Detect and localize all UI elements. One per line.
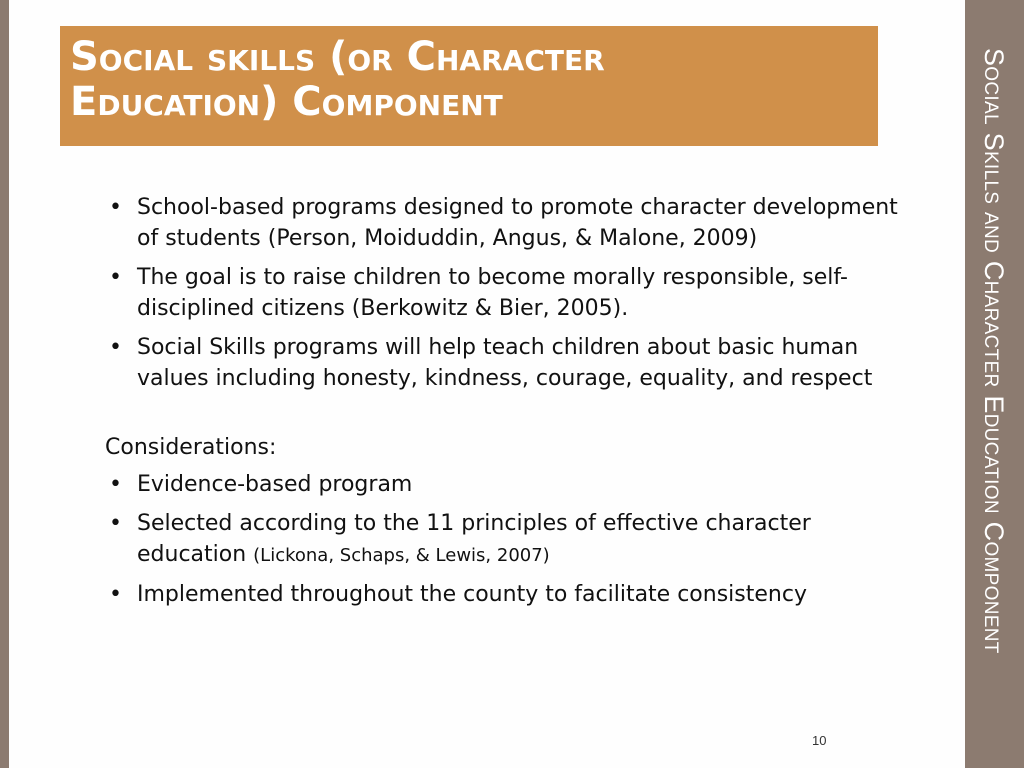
- consideration-text: Selected according to the 11 principles of effective character education: [137, 511, 811, 567]
- bullet-dot-icon: •: [109, 335, 122, 360]
- consideration-text: Evidence-based program: [137, 472, 413, 497]
- bullet-item: [105, 332, 915, 394]
- left-accent-bar: [0, 0, 9, 768]
- consideration-item: [105, 469, 915, 500]
- main-bullet-list: [105, 192, 915, 394]
- bullet-text: School-based programs designed to promote character development of students (Person, Moiduddin, Angus, & Malone, 2009): [137, 195, 898, 251]
- title-box: [60, 26, 878, 146]
- bullet-text: Social Skills programs will help teach children about basic human values including honesty, kindness, courage, equality, and respect: [137, 335, 873, 391]
- consideration-text: Implemented throughout the county to facilitate consistency: [137, 582, 807, 607]
- consideration-item: [105, 508, 915, 571]
- slide-content: [105, 192, 915, 618]
- bullet-dot-icon: •: [109, 265, 122, 290]
- consideration-item: [105, 579, 915, 610]
- bullet-dot-icon: •: [109, 472, 122, 497]
- bullet-item: [105, 192, 915, 254]
- considerations-label: Considerations:: [105, 435, 277, 460]
- citation: (Lickona, Schaps, & Lewis, 2007): [253, 545, 550, 566]
- considerations-list: [105, 469, 915, 610]
- side-title: Social Skills and Character Education Component: [979, 48, 1009, 654]
- slide-title: Social skills (or Character Education) Component: [70, 34, 605, 125]
- bullet-dot-icon: •: [109, 582, 122, 607]
- bullet-dot-icon: •: [109, 195, 122, 220]
- bullet-item: [105, 262, 915, 324]
- bullet-text: The goal is to raise children to become morally responsible, self-disciplined citizens (Berkowitz & Bier, 2005).: [137, 265, 848, 321]
- bullet-dot-icon: •: [109, 511, 122, 536]
- page-number: 10: [812, 733, 827, 748]
